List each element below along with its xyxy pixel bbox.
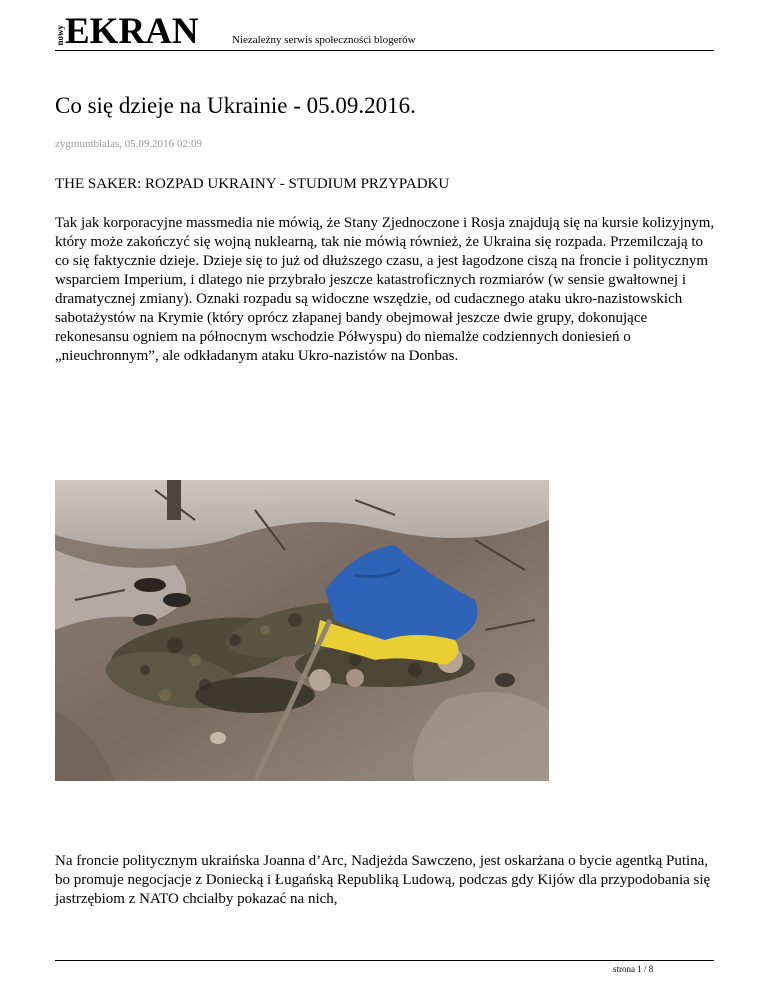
footer-divider — [55, 960, 714, 961]
article-paragraph: Tak jak korporacyjne massmedia nie mówią, że Stany Zjednoczone i Rosja znajdują się na kursie kolizyjnym, który może zakończyć się wojną nuklearną, tak nie mówią również, że Ukraina się rozpada. Przemilczają to co się faktycznie dzieje. Dzieje się to już od dłuższego czasu, a jest łagodzone ciszą na froncie i politycznym wsparciem Imperium, i dlatego nie przybrało jeszcze katastroficznych rozmiarów (w sensie gwałtownej i dramatycznej zmiany). Oznaki rozpadu są widoczne wszędzie, od cudacznego ataku ukro-nazistowskich sabotażystów na Krymie (który oprócz złapanej bandy obejmował jeszcze dwie grupy, dokonujące rekonesansu ogniem na północnym wschodzie Półwyspu) do niemalże codziennych doniesień o „nieuchronnym”, ale odkładanym ataku Ukro-nazistów na Donbas. — [55, 215, 715, 364]
logo-prefix: nowy — [55, 25, 65, 46]
article-title: Co się dzieje na Ukrainie - 05.09.2016. — [55, 93, 416, 118]
logo-text: EKRAN — [65, 11, 199, 52]
page-header — [55, 11, 714, 52]
article-meta: zygmuntbialas, 05.09.2016 02:09 — [55, 138, 202, 150]
article-photo — [55, 480, 549, 781]
site-logo[interactable] — [55, 11, 199, 52]
site-tagline: Niezależny serwis społeczności blogerów — [232, 34, 416, 46]
article-paragraph: Na froncie politycznym ukraińska Joanna d’Arc, Nadjeżda Sawczeno, jest oskarżana o bycie agentką Putina, bo promuje negocjacje z Doniecką i Ługańską Republiką Ludową, podczas gdy Kijów dla przypodobania się jastrzębiom z NATO chciałby pokazać na nich, — [55, 853, 711, 907]
page-number: strona 1 / 8 — [613, 964, 654, 974]
article-subheading: THE SAKER: ROZPAD UKRAINY - STUDIUM PRZYPADKU — [55, 176, 450, 192]
